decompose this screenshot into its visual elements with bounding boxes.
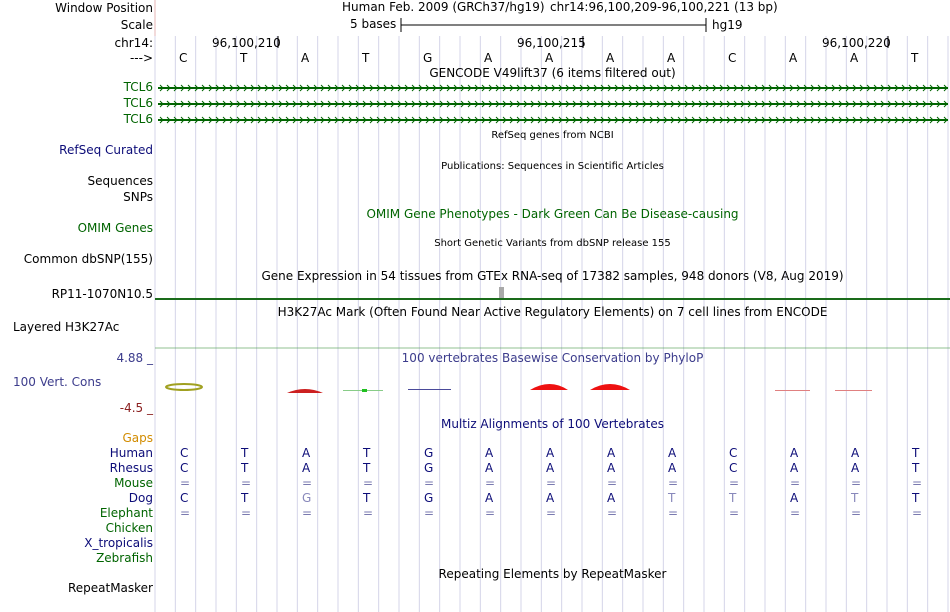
gene-label-tcl6-2[interactable]: TCL6 [123, 96, 153, 110]
aligned-base: A [546, 446, 555, 460]
aligned-base: A [790, 446, 799, 460]
aligned-base: G [424, 446, 434, 460]
aligned-base: = [302, 506, 313, 520]
aligned-base: = [668, 476, 679, 490]
base-gridlines [155, 36, 948, 612]
aligned-base: T [241, 491, 249, 505]
aligned-base: A [668, 446, 677, 460]
aligned-base: = [241, 506, 252, 520]
phylop-feature-1 [166, 384, 202, 390]
ref-base: C [728, 51, 737, 65]
aligned-base: A [851, 461, 860, 475]
ref-base: A [606, 51, 615, 65]
species-label-dog[interactable]: Dog [128, 491, 153, 505]
aligned-base: = [546, 506, 557, 520]
position-text: chr14:96,100,209-96,100,221 (13 bp) [550, 0, 778, 14]
aligned-base: = [424, 506, 435, 520]
species-label-human[interactable]: Human [109, 446, 153, 460]
phylop-feature-9 [835, 390, 872, 391]
aligned-base: T [729, 491, 737, 505]
aligned-base: A [485, 446, 494, 460]
aligned-base: A [485, 491, 494, 505]
aligned-base: T [851, 491, 859, 505]
assembly-title: Human Feb. 2009 (GRCh37/hg19) [342, 0, 545, 14]
aligned-base: A [790, 491, 799, 505]
ref-base: T [240, 51, 248, 65]
aligned-base: = [790, 476, 801, 490]
gtex-expression-bar[interactable] [499, 287, 504, 298]
aligned-base: = [363, 506, 374, 520]
aligned-base: A [546, 491, 555, 505]
aligned-base: G [424, 491, 434, 505]
aligned-base: = [180, 476, 191, 490]
species-label-x_tropicalis[interactable]: X_tropicalis [84, 536, 153, 550]
aligned-base: = [729, 476, 740, 490]
h3k27ac-title[interactable]: H3K27Ac Mark (Often Found Near Active Regulatory Elements) on 7 cell lines from ENCODE [277, 305, 828, 319]
aligned-base: G [424, 461, 434, 475]
aligned-base: A [302, 461, 311, 475]
aligned-base: C [729, 461, 738, 475]
phylop-feature-4 [362, 389, 367, 392]
ref-base: C [179, 51, 188, 65]
gene-label-tcl6-1[interactable]: TCL6 [123, 80, 153, 94]
aligned-base: A [607, 461, 616, 475]
publications-title[interactable]: Publications: Sequences in Scientific Articles [441, 161, 664, 172]
ref-base: A [850, 51, 859, 65]
aligned-base: A [607, 491, 616, 505]
gencode-title[interactable]: GENCODE V49lift37 (6 items filtered out) [429, 66, 676, 80]
species-label-mouse[interactable]: Mouse [114, 476, 153, 490]
aligned-base: T [363, 491, 371, 505]
aligned-base: A [485, 461, 494, 475]
species-label-rhesus[interactable]: Rhesus [109, 461, 153, 475]
ref-base: A [484, 51, 493, 65]
phylop-wiggle[interactable] [166, 384, 872, 393]
phylop-feature-8 [775, 390, 810, 391]
multiz-title[interactable]: Multiz Alignments of 100 Vertebrates [440, 417, 665, 431]
chrom-label: chr14: [114, 36, 153, 50]
phylop-title[interactable]: 100 vertebrates Basewise Conservation by PhyloP [401, 351, 704, 365]
phylop-feature-5 [408, 389, 451, 390]
aligned-base: T [912, 461, 920, 475]
coord-label-2: 96,100,215 [517, 36, 586, 50]
ref-base: T [362, 51, 370, 65]
omim-genes-label[interactable]: OMIM Genes [77, 221, 153, 235]
species-label-elephant[interactable]: Elephant [99, 506, 153, 520]
aligned-base: = [912, 476, 923, 490]
aligned-base: A [790, 461, 799, 475]
aligned-base: = [607, 476, 618, 490]
species-label-chicken[interactable]: Chicken [105, 521, 153, 535]
aligned-base: A [851, 446, 860, 460]
phylop-feature-7 [590, 384, 630, 390]
aligned-base: = [851, 476, 862, 490]
phylop-label[interactable]: 100 Vert. Cons [13, 375, 102, 389]
aligned-base: A [302, 446, 311, 460]
refseq-title[interactable]: RefSeq genes from NCBI [491, 130, 614, 141]
aligned-base: = [363, 476, 374, 490]
aligned-base: C [180, 446, 189, 460]
aligned-base: T [363, 461, 371, 475]
aligned-base: = [546, 476, 557, 490]
aligned-base: = [241, 476, 252, 490]
sequences-label[interactable]: Sequences [87, 174, 153, 188]
gene-label-tcl6-3[interactable]: TCL6 [123, 112, 153, 126]
scale-label: Scale [120, 18, 153, 32]
ref-base: A [545, 51, 554, 65]
phylop-max: 4.88 _ [116, 351, 153, 365]
aligned-base: = [729, 506, 740, 520]
aligned-base: C [180, 491, 189, 505]
h3k27ac-label[interactable]: Layered H3K27Ac [13, 320, 120, 334]
phylop-min: -4.5 _ [119, 401, 153, 415]
ref-base: A [789, 51, 798, 65]
aligned-base: = [607, 506, 618, 520]
ref-base: T [911, 51, 919, 65]
aligned-base: T [241, 446, 249, 460]
aligned-base: = [302, 476, 313, 490]
phylop-feature-6 [530, 384, 568, 390]
aligned-base: = [180, 506, 191, 520]
repeatmasker-label[interactable]: RepeatMasker [67, 581, 153, 595]
scale-db: hg19 [712, 18, 743, 32]
aligned-base: G [302, 491, 312, 505]
ref-base: A [667, 51, 676, 65]
aligned-base: = [668, 506, 679, 520]
ref-base: A [301, 51, 310, 65]
strand-label: ---> [129, 51, 153, 65]
aligned-base: = [912, 506, 923, 520]
aligned-base: T [363, 446, 371, 460]
scale-bases: 5 bases [350, 17, 397, 31]
refseq-curated-label[interactable]: RefSeq Curated [59, 143, 153, 157]
aligned-base: C [180, 461, 189, 475]
aligned-base: T [912, 491, 920, 505]
gtex-gene-label[interactable]: RP11-1070N10.5 [51, 287, 153, 301]
coord-label-1: 96,100,210 [212, 36, 281, 50]
aligned-base: T [668, 491, 676, 505]
aligned-base: T [241, 461, 249, 475]
aligned-base: A [668, 461, 677, 475]
aligned-base: = [485, 506, 496, 520]
gaps-label[interactable]: Gaps [122, 431, 153, 445]
aligned-base: A [607, 446, 616, 460]
aligned-base: A [546, 461, 555, 475]
aligned-base: = [424, 476, 435, 490]
snps-label[interactable]: SNPs [123, 190, 153, 204]
repeatmasker-title[interactable]: Repeating Elements by RepeatMasker [438, 567, 667, 581]
species-label-zebrafish[interactable]: Zebrafish [96, 551, 153, 565]
coord-label-3: 96,100,220 [822, 36, 891, 50]
ref-base: G [423, 51, 433, 65]
dbsnp-label[interactable]: Common dbSNP(155) [23, 252, 153, 266]
aligned-base: T [912, 446, 920, 460]
dbsnp-title[interactable]: Short Genetic Variants from dbSNP release 155 [434, 238, 671, 249]
window-position-label: Window Position [55, 1, 153, 15]
omim-title[interactable]: OMIM Gene Phenotypes - Dark Green Can Be Disease-causing [366, 207, 739, 221]
aligned-base: = [851, 506, 862, 520]
aligned-base: C [729, 446, 738, 460]
gtex-title[interactable]: Gene Expression in 54 tissues from GTEx RNA-seq of 17382 samples, 948 donors (V8, Aug 2019) [261, 269, 844, 283]
aligned-base: = [790, 506, 801, 520]
aligned-base: = [485, 476, 496, 490]
